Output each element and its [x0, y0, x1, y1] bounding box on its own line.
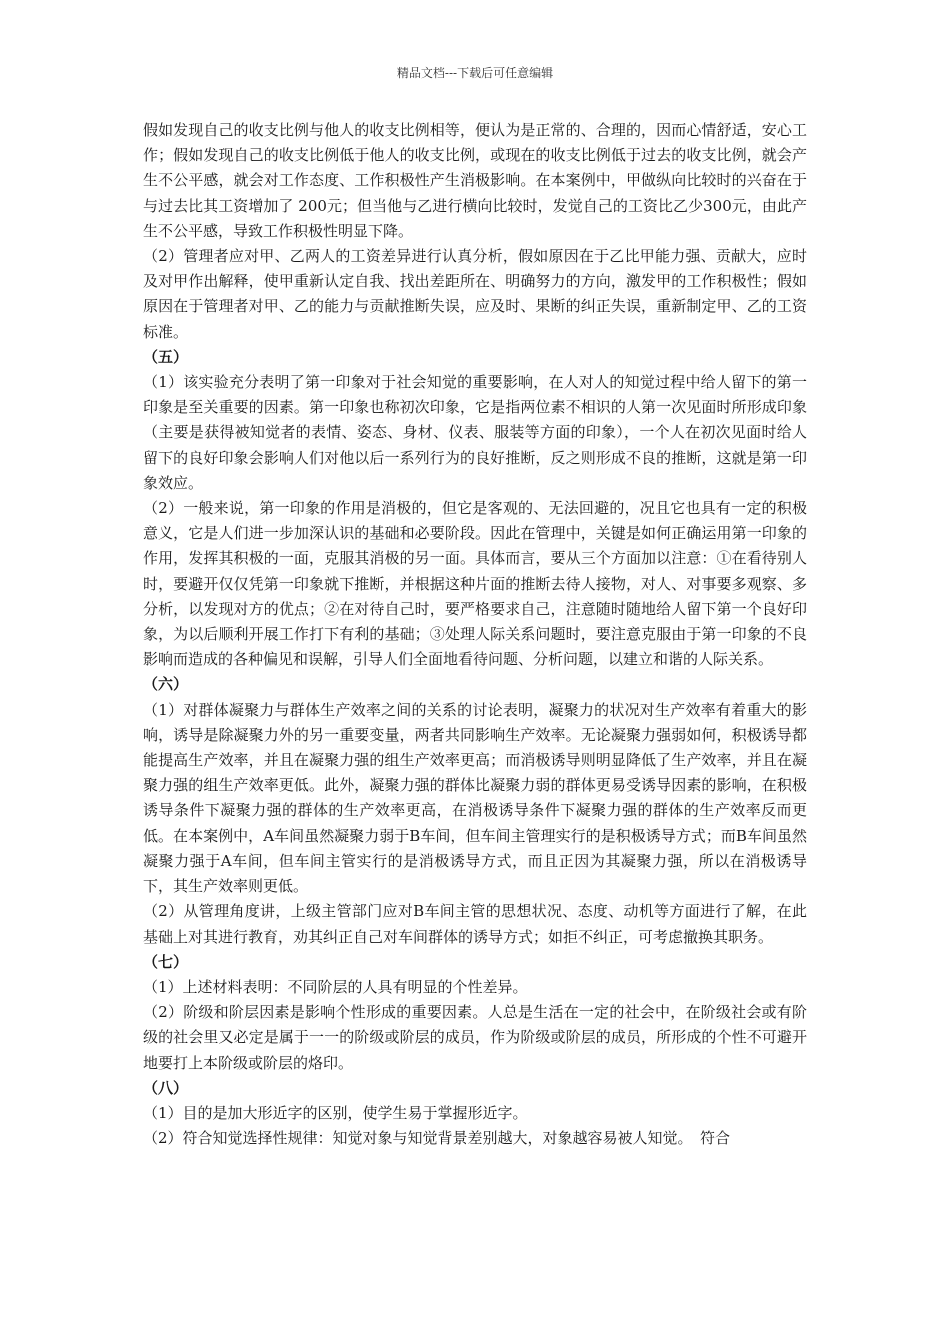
paragraph: （2）一般来说，第一印象的作用是消极的，但它是客观的、无法回避的，况且它也具有一定的积极意义，它是人们进一步加深认识的基础和必要阶段。因此在管理中，关键是如何正确运用第一印象的作用，发挥其积极的一面，克服其消极的另一面。具体而言，要从三个方面加以注意：①在看待别人时，要避开仅仅凭第一印象就下推断，并根据这种片面的推断去待人接物，对人、对事要多观察、多分析，以发现对方的优点；②在对待自己时，要严格要求自己，注意随时随地给人留下第一个良好印象，为以后顺利开展工作打下有利的基础；③处理人际关系问题时，要注意克服由于第一印象的不良影响而造成的各种偏见和误解，引导人们全面地看待问题、分析问题，以建立和谐的人际关系。: [143, 499, 807, 669]
paragraph: （2）阶级和阶层因素是影响个性形成的重要因素。人总是生活在一定的社会中，在阶级社会或有阶级的社会里又必定是属于一一的阶级或阶层的成员，作为阶级或阶层的成员，所形成的个性不可避开地要打上本阶级或阶层的烙印。: [143, 1003, 807, 1072]
paragraph: （2）符合知觉选择性规律：知觉对象与知觉背景差别越大，对象越容易被人知觉。 符合: [143, 1129, 731, 1148]
paragraph: （1）对群体凝聚力与群体生产效率之间的关系的讨论表明，凝聚力的状况对生产效率有着重大的影响，诱导是除凝聚力外的另一重要变量，两者共同影响生产效率。无论凝聚力强弱如何，积极诱导都能提高生产效率，并且在凝聚力强的组生产效率更高；而消极诱导则明显降低了生产效率，并且在凝聚力强的组生产效率更低。此外，凝聚力强的群体比凝聚力弱的群体更易受诱导因素的影响，在积极诱导条件下凝聚力强的群体的生产效率更高，在消极诱导条件下凝聚力强的群体的生产效率反而更低。在本案例中，A车间虽然凝聚力弱于B车间，但车间主管理实行的是积极诱导方式；而B车间虽然凝聚力强于A车间，但车间主管实行的是消极诱导方式，而且正因为其凝聚力强，所以在消极诱导下，其生产效率则更低。: [143, 700, 807, 896]
paragraph: （2）从管理角度讲，上级主管部门应对B车间主管的思想状况、态度、动机等方面进行了解，在此基础上对其进行教育，劝其纠正自己对车间群体的诱导方式；如拒不纠正，可考虑撤换其职务。: [143, 902, 807, 946]
section-heading: （七）: [143, 952, 189, 971]
paragraph: 假如发现自己的收支比例与他人的收支比例相等，便认为是正常的、合理的，因而心情舒适，安心工作；假如发现自己的收支比例低于他人的收支比例，或现在的收支比例低于过去的收支比例，就会产生不公平感，就会对工作态度、工作积极性产生消极影响。在本案例中，甲做纵向比较时的兴奋在于与过去比其工资增加了 200元；但当他与乙进行横向比较时，发觉自己的工资比乙少300元，由此产生不公平感，导致工作积极性明显下降。: [143, 121, 807, 240]
paragraph: （1）目的是加大形近字的区别，使学生易于掌握形近字。: [143, 1103, 528, 1122]
section-heading: （六）: [143, 675, 189, 694]
paragraph: （2）管理者应对甲、乙两人的工资差异进行认真分析，假如原因在于乙比甲能力强、贡献大，应时及对甲作出解释，使甲重新认定自我、找出差距所在、明确努力的方向，激发甲的工作积极性；假如原因在于管理者对甲、乙的能力与贡献推断失误，应及时、果断的纠正失误，重新制定甲、乙的工资标准。: [143, 247, 807, 341]
paragraph: （1）该实验充分表明了第一印象对于社会知觉的重要影响，在人对人的知觉过程中给人留下的第一印象是至关重要的因素。第一印象也称初次印象，它是指两位素不相识的人第一次见面时所形成印象（主要是获得被知觉者的表情、姿态、身材、仪表、服装等方面的印象），一个人在初次见面时给人留下的良好印象会影响人们对他以后一系列行为的良好推断，反之则形成不良的推断，这就是第一印象效应。: [143, 373, 807, 492]
paragraph: （1）上述材料表明：不同阶层的人具有明显的个性差异。: [143, 977, 528, 996]
section-heading: （八）: [143, 1078, 189, 1097]
document-body: [143, 118, 807, 1151]
page-header: 精品文档---下载后可任意编辑: [396, 66, 554, 80]
section-heading: （五）: [143, 347, 189, 366]
